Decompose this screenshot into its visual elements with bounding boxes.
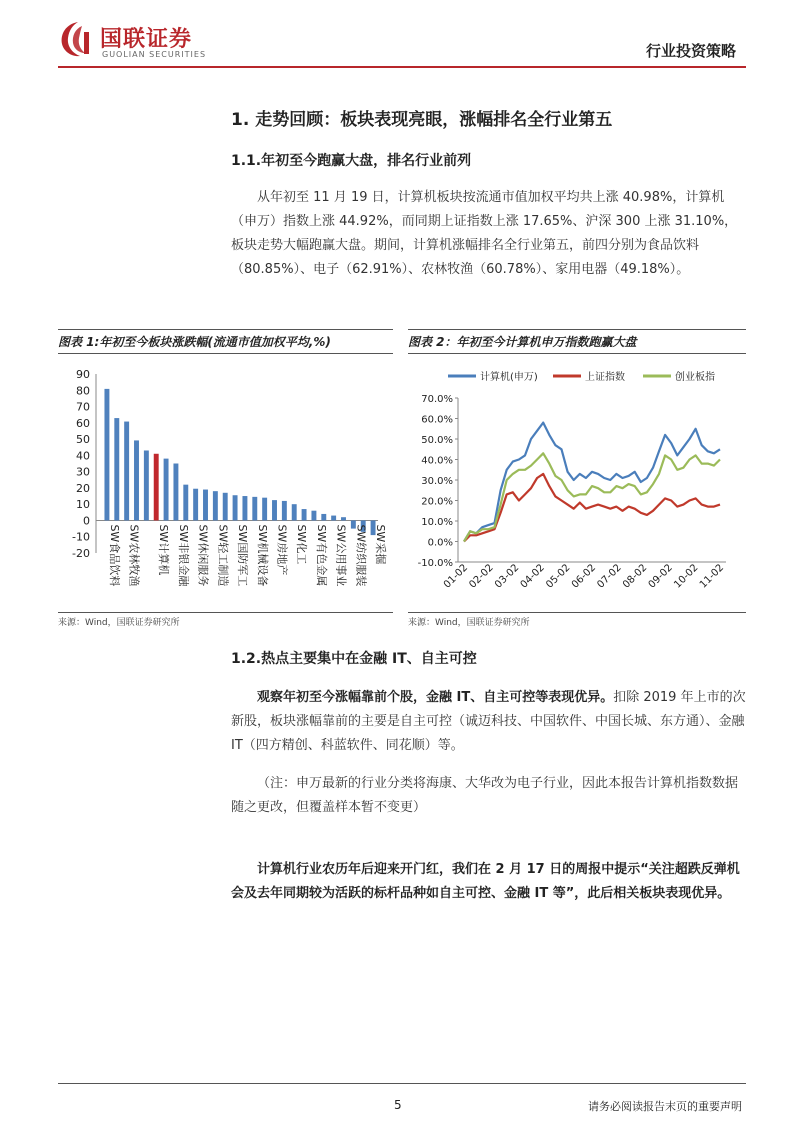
paragraph-1-2-a-bold: 观察年初至今涨幅靠前个股，金融 IT、自主可控等表现优异。 [257,690,614,705]
subsection-title-1-1: 1.1.年初至今跑赢大盘，排名行业前列 [231,153,472,169]
page-number: 5 [394,1098,402,1112]
c1-bar [223,493,228,521]
c1-category-label: SW轻工制造 [216,524,230,587]
c1-bar [321,514,326,521]
c2-y-tick-label: 60.0% [421,414,453,426]
c1-category-label: SW采掘 [374,524,388,565]
report-type: 行业投资策略 [645,42,736,60]
c1-category-label: SW非银金融 [176,524,190,587]
section-title: 1. 走势回顾：板块表现亮眼，涨幅排名全行业第五 [231,110,613,130]
c1-y-tick-label: 60 [76,416,90,430]
paragraph-1-2-a [231,686,747,758]
figure2-top-rule [408,329,746,330]
c1-y-tick-label: 50 [76,433,90,447]
c2-x-tick-label: 03-02 [492,562,522,591]
c2-y-tick-label: -10.0% [417,558,453,569]
footer-divider [58,1083,746,1084]
c1-y-tick-label: 90 [76,368,90,381]
figure2-title: 图表 2：年初至今计算机申万指数跑赢大盘 [408,333,746,354]
c2-x-tick-label: 07-02 [595,562,624,591]
c2-x-tick-label: 04-02 [518,562,547,591]
c1-bar [154,454,159,521]
c1-y-tick-label: -10 [72,530,90,544]
c2-y-tick-label: 0.0% [427,537,453,549]
c2-x-tick-label: 01-02 [441,562,471,591]
c1-bar [272,500,277,520]
footer-disclaimer: 请务必阅读报告末页的重要声明 [588,1100,742,1113]
c1-category-label: SW公用事业 [334,524,348,587]
c2-legend-label: 上证指数 [585,372,625,383]
c1-bar [144,450,149,520]
c1-bar [193,489,198,521]
c1-category-label: SW有色金属 [314,524,328,587]
subsection-title-1-2: 1.2.热点主要集中在金融 IT、自主可控 [231,651,477,667]
c1-bar [183,485,188,521]
c1-bar [104,389,109,521]
c1-bar [164,459,169,521]
c2-x-tick-label: 10-02 [672,562,701,591]
header-divider [58,66,746,68]
c2-series-line [464,453,720,541]
figure2-line-chart [408,360,746,608]
c1-bar [114,418,119,520]
paragraph-1-2-a-rest: 扣除 2019 年上市的次新股，板块涨幅靠前的主要是自主可控（诚迈科技、中国软件、中国长城、东方通）、金融 IT（四方精创、科蓝软件、同花顺）等。 [231,690,746,753]
c1-y-tick-label: 80 [76,384,90,398]
c1-y-tick-label: 40 [76,449,90,463]
c2-x-tick-label: 05-02 [544,562,573,591]
c2-y-tick-label: 10.0% [421,517,453,528]
c1-category-label: SW房地产 [275,524,289,576]
c1-bar [213,491,218,520]
c1-y-tick-label: 20 [76,481,90,495]
c2-y-tick-label: 30.0% [421,476,453,487]
c1-bar [282,501,287,521]
c2-y-tick-label: 50.0% [421,435,453,446]
logo-text-cn: 国联证券 [100,27,193,52]
c1-category-label: SW休闲服务 [196,524,210,587]
c2-x-tick-label: 11-02 [697,562,727,591]
c2-x-tick-label: 09-02 [646,562,675,591]
guolian-logo-icon [58,20,94,58]
c1-bar [124,422,129,521]
c1-bar [134,440,139,520]
c1-y-tick-label: -20 [72,547,90,560]
c2-series-line [464,423,720,542]
c1-bar [262,498,267,521]
c1-category-label: SW纺织服装 [354,524,368,587]
c1-category-label: SW国防军工 [236,524,250,587]
c1-category-label: SW机械设备 [255,524,269,587]
c1-bar [302,509,307,520]
paragraph-1-2-b: 计算机行业农历年后迎来开门红，我们在 2 月 17 日的周报中提示“关注超跌反弹机会及去年同期较为活跃的标杆品种如自主可控、金融 IT 等”，此后相关板块表现优异。 [231,862,740,901]
figure1-top-rule [58,329,393,330]
c1-category-label: SW化工 [295,524,309,565]
c2-y-tick-label: 70.0% [421,394,453,405]
c2-x-tick-label: 08-02 [620,562,650,591]
c1-bar [233,495,238,520]
c2-legend-label: 计算机(申万) [480,372,538,383]
c1-bar [341,517,346,520]
c1-bar [331,516,336,521]
paragraph-1-1: 从年初至 11 月 19 日，计算机板块按流通市值加权平均共上涨 40.98%，计算机（申万）指数上涨 44.92%，而同期上证指数上涨 17.65%、沪深 300 上涨 31.10%，板块走势大幅跑赢大盘。期间，计算机涨幅排名全行业第五，前四分别为食品饮料（80.85%）、电子（62.91%）、农林牧渔（60.78%）、家用电器（49.18%）。 [231,190,738,277]
c1-bar [203,490,208,521]
c2-legend-label: 创业板指 [675,372,715,383]
c1-y-tick-label: 0 [83,514,90,528]
c1-y-tick-label: 30 [76,465,90,479]
c2-y-tick-label: 20.0% [421,496,453,508]
c1-bar [173,464,178,521]
c1-category-label: SW食品饮料 [107,524,121,587]
figure1-source: 来源：Wind，国联证券研究所 [58,612,393,628]
c2-y-tick-label: 40.0% [421,455,453,467]
c1-category-label: SW农林牧渔 [127,524,141,587]
logo-text-en: GUOLIAN SECURITIES [102,50,207,59]
figure2-source: 来源：Wind，国联证券研究所 [408,612,746,628]
c1-bar [292,504,297,520]
c1-bar [252,497,257,521]
c1-bar [311,511,316,521]
c1-y-tick-label: 10 [76,498,90,512]
c1-bar [242,496,247,520]
c1-y-tick-label: 70 [76,400,90,414]
figure1-bar-chart [58,360,393,608]
c1-category-label: SW计算机 [157,524,171,576]
figure1-title: 图表 1:年初至今板块涨跌幅(流通市值加权平均,%) [58,333,393,354]
paragraph-note: （注：申万最新的行业分类将海康、大华改为电子行业，因此本报告计算机指数数据随之更改，但覆盖样本暂不变更） [231,776,739,815]
c2-x-tick-label: 02-02 [467,562,496,591]
c2-x-tick-label: 06-02 [569,562,599,591]
